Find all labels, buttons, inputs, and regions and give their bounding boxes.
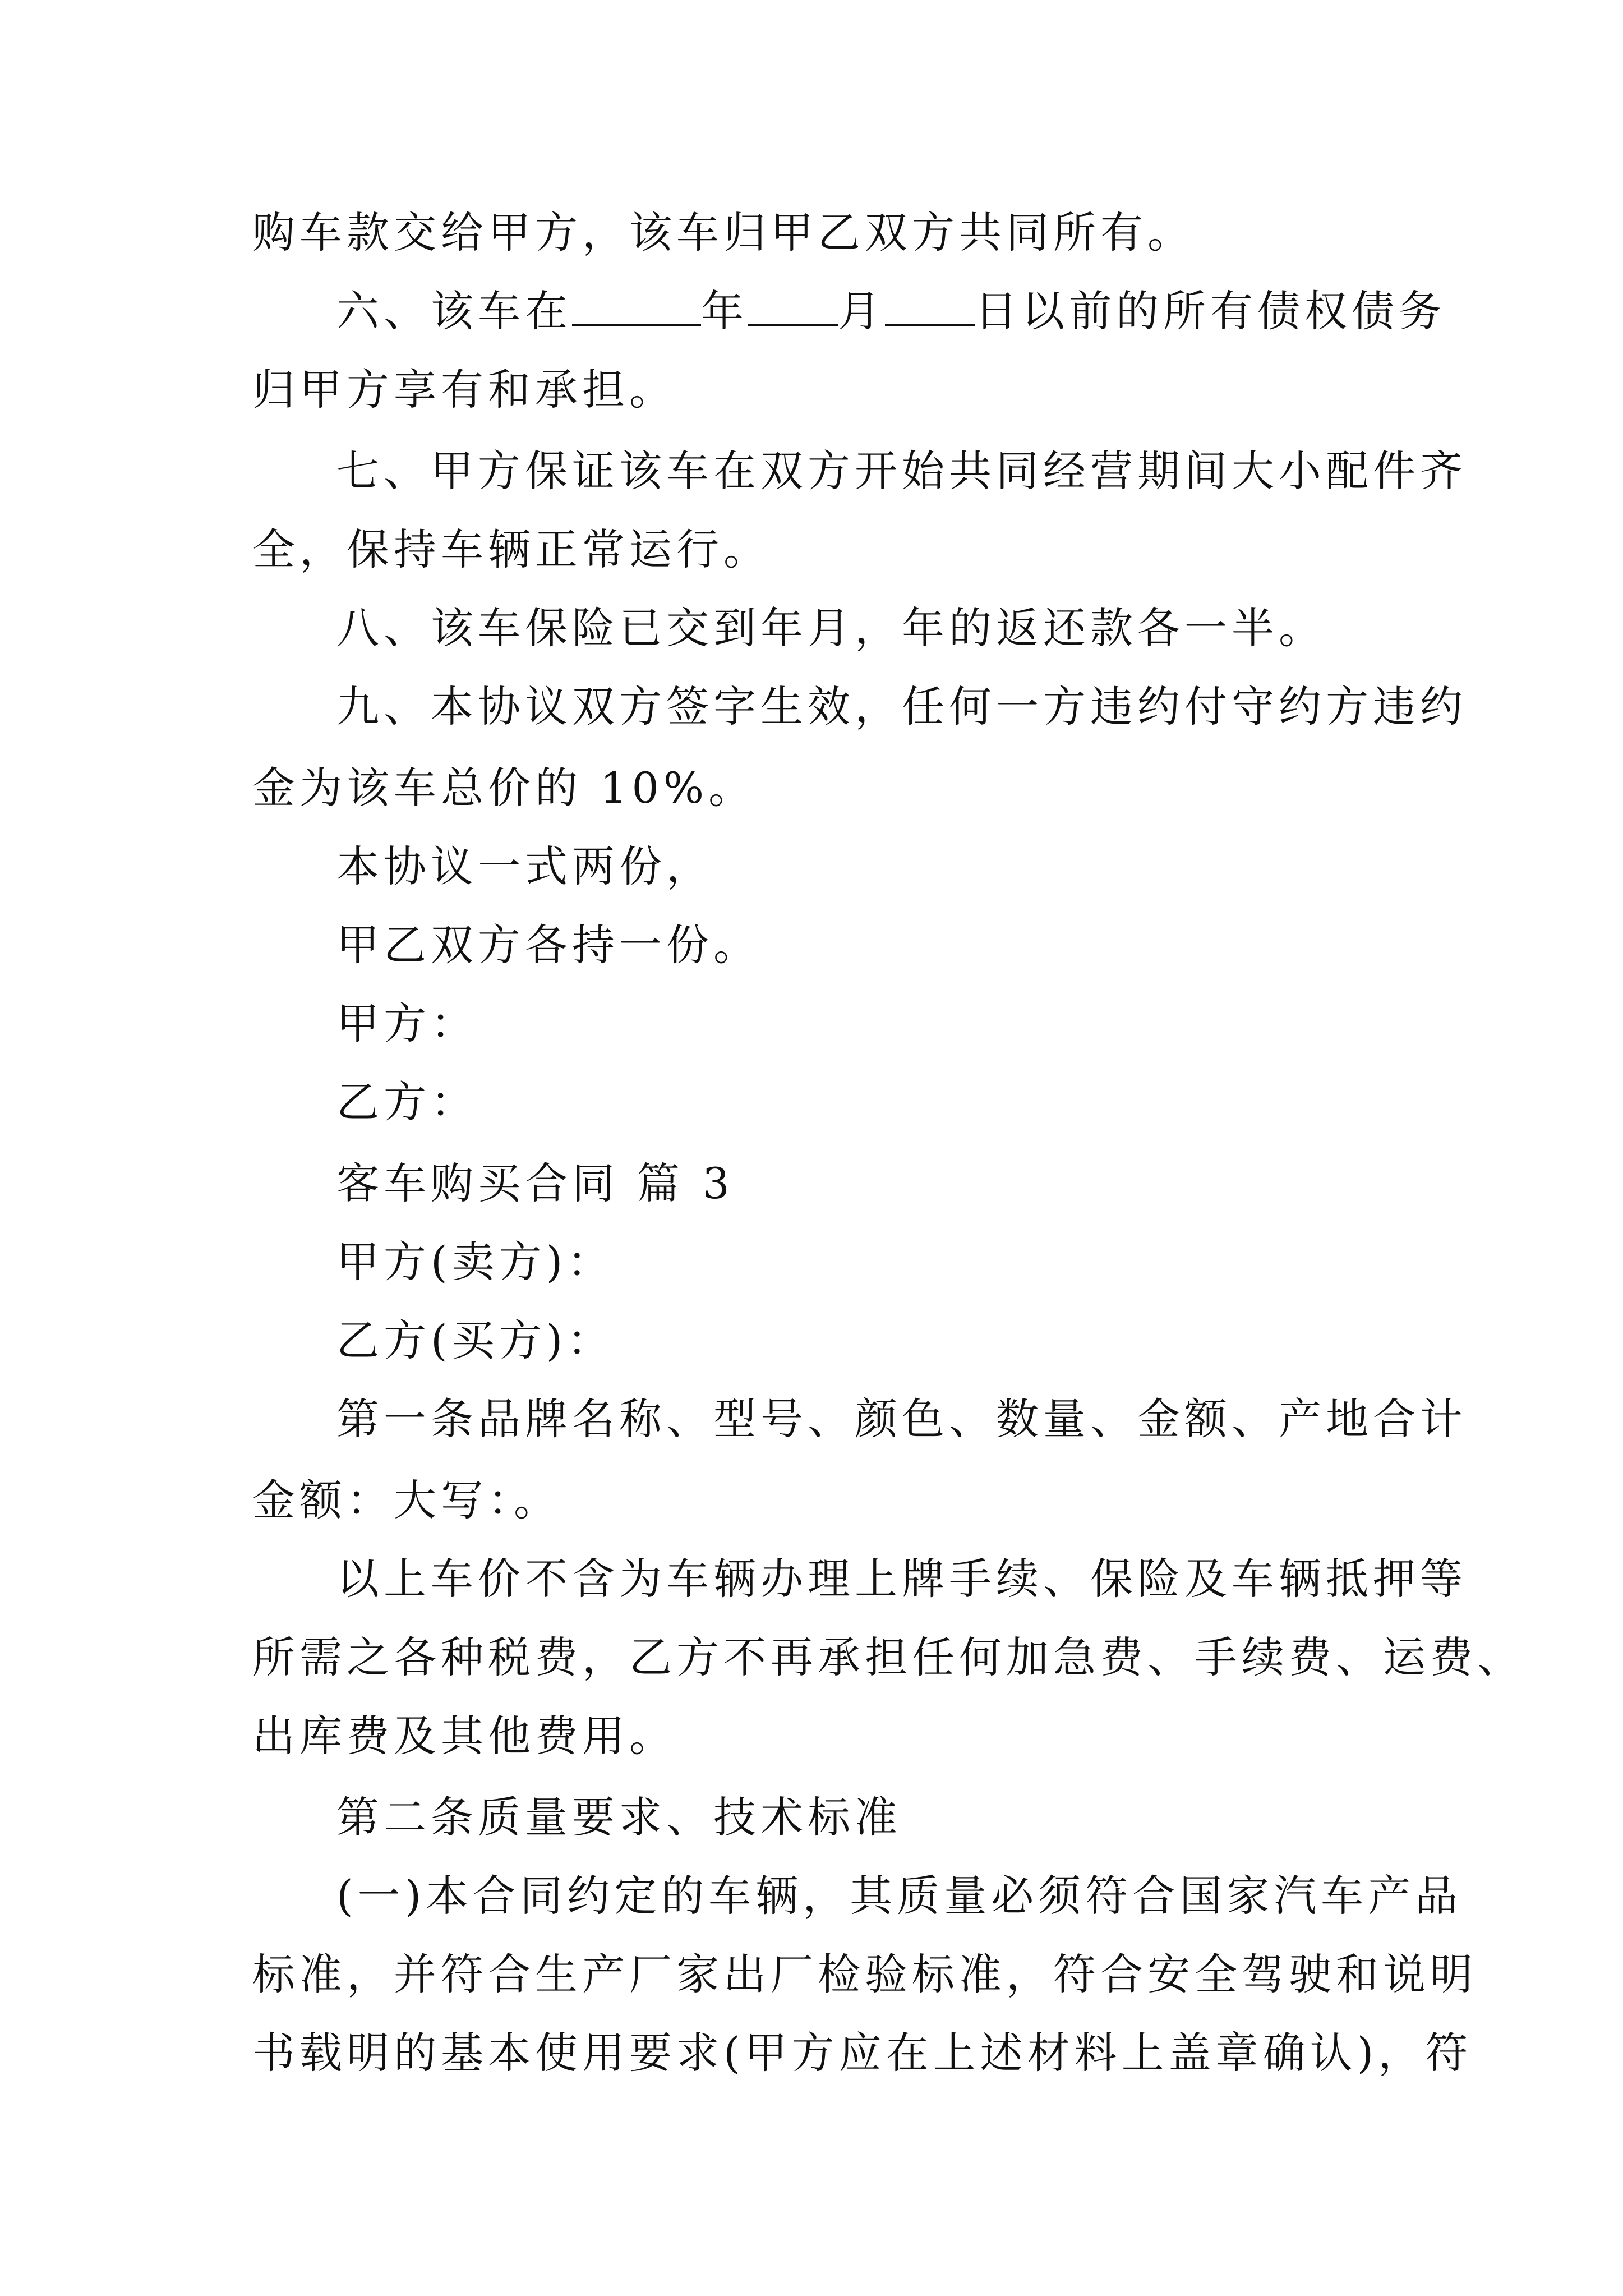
party-b-signature: 乙方： — [336, 1077, 478, 1127]
price-note-line-3: 出库费及其他费用。 — [252, 1711, 676, 1761]
paragraph-9-line-1: 九、本协议双方签字生效，任何一方违约付守约方违约 — [336, 682, 1467, 731]
paragraph-6-suffix: 日以前的所有债权债务 — [975, 286, 1446, 336]
paragraph-6-continuation: 归甲方享有和承担。 — [252, 365, 676, 415]
price-note-line-2: 所需之各种税费，乙方不再承担任何加急费、手续费、运费、 — [252, 1632, 1524, 1682]
paragraph-7-line-1: 七、甲方保证该车在双方开始共同经营期间大小配件齐 — [336, 446, 1467, 496]
article-1-line-2: 金额：大写：。 — [252, 1475, 561, 1525]
paragraph-9-line-2: 金为该车总价的 10%。 — [252, 763, 756, 813]
quality-line-1: (一)本合同约定的车辆，其质量必须符合国家汽车产品 — [336, 1871, 1463, 1921]
quality-line-3: 书载明的基本使用要求(甲方应在上述材料上盖章确认)，符 — [252, 2028, 1473, 2078]
paragraph-8: 八、该车保险已交到年月，年的返还款各一半。 — [336, 603, 1326, 653]
copies-line-2: 甲乙双方各持一份。 — [336, 920, 760, 970]
seller-label: 甲方(卖方)： — [336, 1237, 615, 1287]
article-2-heading: 第二条质量要求、技术标准 — [336, 1792, 902, 1842]
year-blank — [572, 288, 701, 326]
article-1-line-1: 第一条品牌名称、型号、颜色、数量、金额、产地合计 — [336, 1394, 1467, 1444]
section-title: 客车购买合同 篇 3 — [336, 1158, 734, 1208]
paragraph-7-line-2: 全，保持车辆正常运行。 — [252, 524, 771, 574]
day-blank — [885, 288, 975, 326]
paragraph-5-continuation: 购车款交给甲方，该车归甲乙双方共同所有。 — [252, 208, 1195, 257]
price-note-line-1: 以上车价不含为车辆办理上牌手续、保险及车辆抵押等 — [336, 1554, 1467, 1604]
party-a-signature: 甲方： — [336, 999, 478, 1048]
month-blank — [748, 288, 838, 326]
paragraph-6-prefix: 六、该车在 — [336, 286, 572, 336]
paragraph-6 — [0, 283, 1623, 339]
buyer-label: 乙方(买方)： — [336, 1315, 615, 1365]
quality-line-2: 标准，并符合生产厂家出厂检验标准，符合安全驾驶和说明 — [252, 1949, 1477, 1999]
year-label: 年 — [701, 286, 748, 336]
month-label: 月 — [838, 286, 885, 336]
copies-line-1: 本协议一式两份， — [336, 841, 713, 891]
